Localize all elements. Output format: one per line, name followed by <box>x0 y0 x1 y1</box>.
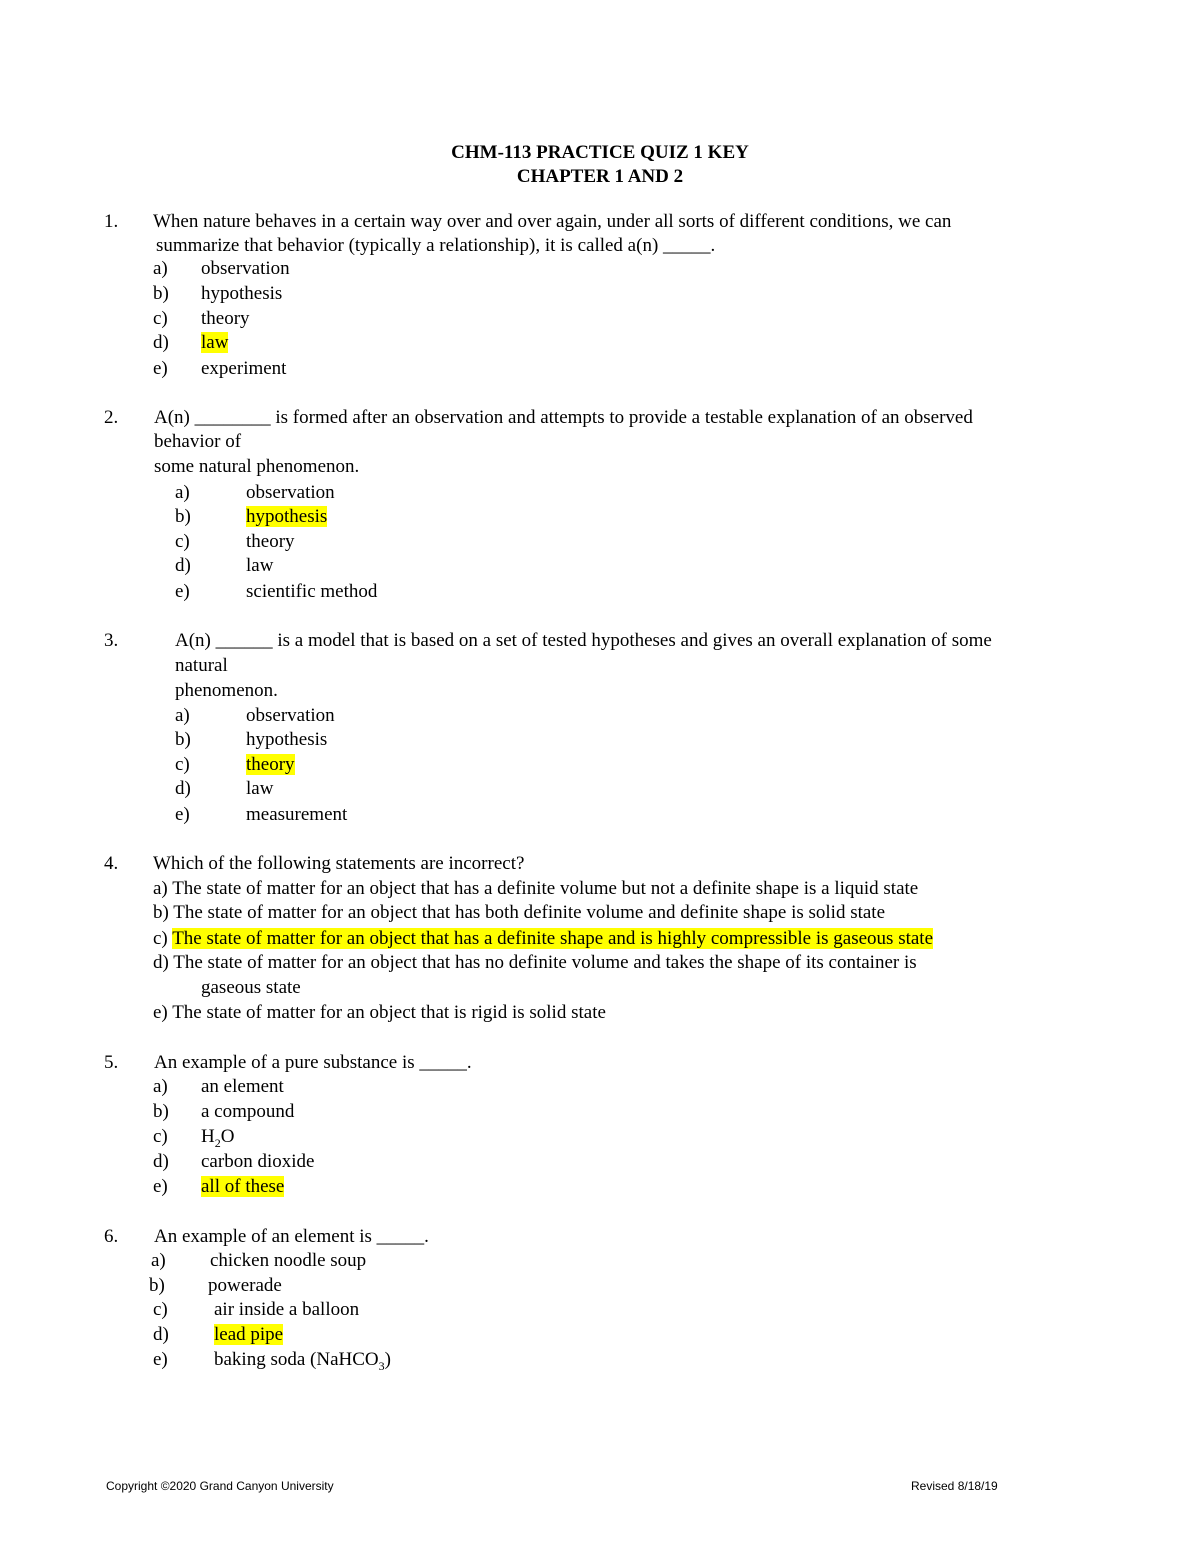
option-text: law <box>246 778 274 799</box>
answer-highlight: The state of matter for an object that has a definite shape and is highly compressible is gaseous state <box>172 928 934 949</box>
option-text: measurement <box>246 804 348 825</box>
question-stem: When nature behaves in a certain way over and over again, under all sorts of different conditions, we can <box>153 211 952 232</box>
option-letter: e) <box>153 1349 168 1370</box>
option-letter: a) <box>153 258 168 279</box>
option-letter: e) <box>153 1176 168 1197</box>
question-stem: behavior of <box>154 431 242 452</box>
option-text: hypothesis <box>201 283 283 304</box>
option-letter: a) <box>175 482 190 503</box>
option-letter: a) <box>153 878 168 899</box>
answer-highlight: all of these <box>201 1176 285 1197</box>
option-letter: d) <box>175 555 191 576</box>
option-letter: c) <box>153 1126 168 1147</box>
option-letter: d) <box>153 1151 169 1172</box>
option-text: The state of matter for an object that has both definite volume and definite shape is solid state <box>173 902 886 923</box>
question-number: 4. <box>104 853 119 874</box>
option-text: observation <box>246 482 335 503</box>
question-number: 3. <box>104 630 119 651</box>
option-letter: b) <box>175 506 191 527</box>
question-stem: phenomenon. <box>175 680 278 701</box>
option-text: chicken noodle soup <box>210 1250 367 1271</box>
option-text: theory <box>246 531 295 552</box>
option-text: experiment <box>201 358 287 379</box>
option-text: scientific method <box>246 581 378 602</box>
option-letter: c) <box>153 928 168 949</box>
page-subtitle: CHAPTER 1 AND 2 <box>516 166 684 187</box>
question-number: 1. <box>104 211 119 232</box>
question-stem: An example of an element is _____. <box>154 1226 429 1247</box>
option-letter: b) <box>175 729 191 750</box>
option-letter: a) <box>151 1250 166 1271</box>
option-letter: d) <box>175 778 191 799</box>
question-stem: A(n) ________ is formed after an observation and attempts to provide a testable explanation of an observed <box>154 407 973 428</box>
question-stem: natural <box>175 655 228 676</box>
option-text: The state of matter for an object that is rigid is solid state <box>172 1002 606 1023</box>
option-letter: b) <box>149 1275 165 1296</box>
option-letter: a) <box>175 705 190 726</box>
option-letter: e) <box>153 358 168 379</box>
option-letter: d) <box>153 952 169 973</box>
option-text: a compound <box>201 1101 295 1122</box>
option-text: baking soda (NaHCO$_3$) <box>214 1349 391 1373</box>
question-number: 2. <box>104 407 119 428</box>
option-letter: c) <box>175 531 190 552</box>
answer-highlight: law <box>201 332 229 353</box>
option-text: observation <box>201 258 290 279</box>
option-letter: c) <box>153 1299 168 1320</box>
option-letter: e) <box>153 1002 168 1023</box>
question-stem: summarize that behavior (typically a relationship), it is called a(n) _____. <box>156 235 716 256</box>
question-stem: some natural phenomenon. <box>154 456 360 477</box>
option-letter: c) <box>153 308 168 329</box>
option-text: hypothesis <box>246 729 328 750</box>
option-letter: b) <box>153 1101 169 1122</box>
question-stem: A(n) ______ is a model that is based on a set of tested hypotheses and gives an overall explanation of some <box>175 630 992 651</box>
option-letter: d) <box>153 332 169 353</box>
option-letter: a) <box>153 1076 168 1097</box>
option-letter: e) <box>175 581 190 602</box>
answer-highlight: lead pipe <box>214 1324 284 1345</box>
answer-highlight: hypothesis <box>246 506 328 527</box>
question-stem: Which of the following statements are incorrect? <box>153 853 525 874</box>
option-text: The state of matter for an object that has no definite volume and takes the shape of its container is <box>173 952 917 973</box>
option-text: air inside a balloon <box>214 1299 360 1320</box>
option-letter: c) <box>175 754 190 775</box>
option-text: $H_2O$ <box>201 1126 235 1150</box>
option-letter: b) <box>153 902 169 923</box>
footer-revised: Revised 8/18/19 <box>911 1479 998 1493</box>
option-letter: d) <box>153 1324 169 1345</box>
option-text: carbon dioxide <box>201 1151 315 1172</box>
option-letter: b) <box>153 283 169 304</box>
question-stem: An example of a pure substance is _____. <box>154 1052 472 1073</box>
option-text: theory <box>201 308 250 329</box>
footer-copyright: Copyright ©2020 Grand Canyon University <box>106 1479 334 1493</box>
option-text: an element <box>201 1076 284 1097</box>
question-number: 5. <box>104 1052 119 1073</box>
option-text: The state of matter for an object that has a definite volume but not a definite shape is a liquid state <box>172 878 919 899</box>
page-title: CHM-113 PRACTICE QUIZ 1 KEY <box>451 142 749 163</box>
option-letter: e) <box>175 804 190 825</box>
option-text: observation <box>246 705 335 726</box>
answer-highlight: theory <box>246 754 295 775</box>
option-text-continued: gaseous state <box>201 977 301 998</box>
option-text: law <box>246 555 274 576</box>
option-text: powerade <box>208 1275 282 1296</box>
question-number: 6. <box>104 1226 119 1247</box>
